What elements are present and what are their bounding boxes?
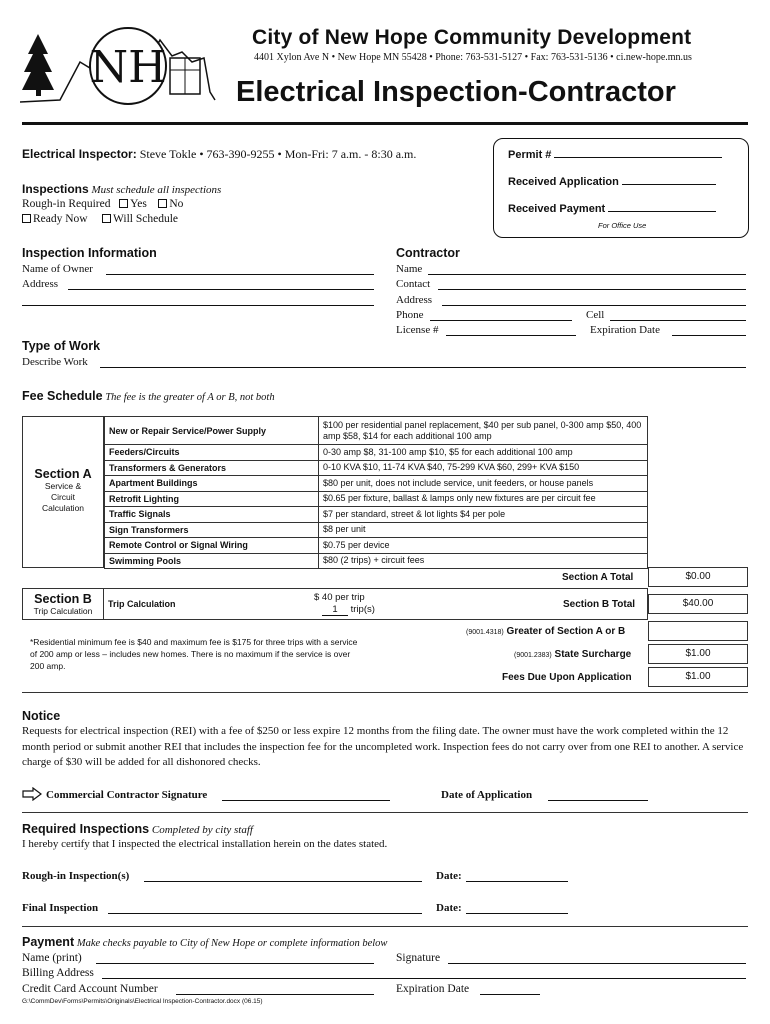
greater-row: (9001.4318) Greater of Section A or B [466, 626, 626, 637]
form-title: Electrical Inspection-Contractor [236, 76, 676, 108]
received-payment-label: Received Payment [508, 202, 716, 215]
org-name: City of New Hope Community Development [252, 26, 692, 49]
arrow-icon [22, 787, 42, 804]
permit-number-field[interactable] [554, 148, 722, 158]
certify-text: I hereby certify that I inspected the electrical installation herein on the dates stated. [22, 838, 388, 850]
final-inspection-field[interactable] [108, 913, 422, 914]
svg-text:NH: NH [89, 42, 167, 93]
ready-now-checkbox[interactable] [22, 214, 31, 223]
fee-row [105, 553, 648, 569]
fee-schedule-heading: Fee Schedule The fee is the greater of A or B, not both [22, 389, 275, 403]
section-b-total-value[interactable]: $40.00 [648, 594, 748, 614]
contractor-name-field[interactable] [428, 274, 746, 275]
received-application-label: Received Application [508, 175, 716, 188]
fee-item: Retrofit Lighting [105, 491, 319, 507]
notice-heading: Notice [22, 709, 61, 723]
contractor-cell-field[interactable] [610, 320, 746, 321]
fees-due-value[interactable]: $1.00 [648, 667, 748, 687]
required-inspections-heading: Required Inspections Completed by city staff [22, 822, 253, 836]
section-b-subtitle: Trip Calculation [33, 606, 93, 616]
section-a-subtitle: Service & Circuit Calculation [41, 481, 85, 513]
section-a-title: Section A [34, 467, 92, 481]
fee-item: Sign Transformers [105, 522, 319, 538]
rough-in-inspection-label: Rough-in Inspection(s) [22, 870, 130, 882]
received-application-field[interactable] [622, 175, 716, 185]
inspector-value: Steve Tokle • 763-390-9255 • Mon-Fri: 7 a.m. - 8:30 a.m. [139, 147, 417, 161]
describe-work-field[interactable] [100, 367, 746, 368]
fee-item: Traffic Signals [105, 507, 319, 523]
contractor-expiration-label: Expiration Date [590, 324, 660, 336]
card-expiration-field[interactable] [480, 994, 540, 995]
address-field[interactable] [68, 289, 374, 290]
payment-signature-field[interactable] [448, 963, 746, 964]
payment-name-field[interactable] [96, 963, 374, 964]
contractor-license-label: License # [396, 324, 439, 336]
fee-description: $0.65 per fixture, ballast & lamps only new fixtures are per circuit fee [319, 491, 648, 507]
date-of-application-label: Date of Application [441, 789, 533, 801]
rough-in-inspection-field[interactable] [144, 881, 422, 882]
residential-note: *Residential minimum fee is $40 and maximum fee is $175 for three trips with a service of 200 amp or less – includes new homes. There is no maximum if the service is over 200 amp. [30, 637, 358, 671]
contractor-address-field[interactable] [442, 305, 746, 306]
fee-description: $8 per unit [319, 522, 648, 538]
fee-description: 0-30 amp $8, 31-100 amp $10, $5 for each additional 100 amp [319, 445, 648, 461]
billing-address-field[interactable] [102, 978, 746, 979]
payment-signature-label: Signature [396, 952, 441, 964]
fee-table [104, 416, 648, 569]
no-checkbox[interactable] [158, 199, 167, 208]
office-use-note: For Office Use [598, 221, 647, 230]
fee-description: $80 (2 trips) + circuit fees [319, 553, 648, 569]
card-expiration-label: Expiration Date [396, 983, 470, 995]
address-label: Address [22, 278, 59, 290]
fee-row [105, 417, 648, 445]
contractor-address-label: Address [396, 294, 433, 306]
date-of-application-field[interactable] [548, 800, 648, 801]
contractor-contact-field[interactable] [438, 289, 746, 290]
schedule-row: Ready Now Will Schedule [22, 213, 178, 225]
org-address: 4401 Xylon Ave N • New Hope MN 55428 • Phone: 763-531-5127 • Fax: 763-531-5136 • ci.new-hope.mn.us [254, 52, 692, 63]
office-use-box [493, 138, 749, 238]
fee-item: Apartment Buildings [105, 476, 319, 492]
fee-item: Remote Control or Signal Wiring [105, 538, 319, 554]
contractor-phone-label: Phone [396, 309, 424, 321]
rough-in-required-row: Rough-in Required Yes No [22, 198, 184, 210]
inspection-info-heading: Inspection Information [22, 246, 157, 260]
notice-text: Requests for electrical inspection (REI) with a fee of $250 or less expire 12 months from the filing date. The owner must have the work completed within the 12 month period or submit another REI that includes the inspection fee for the uncompleted work. Inspection fees do not carry over from one REI to another. A service charge of $30 will be added for all dishonored checks. [22, 725, 744, 768]
contractor-cell-label: Cell [586, 309, 605, 321]
contractor-phone-field[interactable] [430, 320, 572, 321]
received-payment-field[interactable] [608, 202, 716, 212]
section-a-total-value[interactable]: $0.00 [648, 567, 748, 587]
footer-path: G:\CommDev\Forms\Permits\Originals\Electrical Inspection-Contractor.docx (06.15) [22, 998, 263, 1005]
section-a-box [22, 416, 104, 568]
rough-in-date-field[interactable] [466, 881, 568, 882]
contractor-expiration-field[interactable] [672, 335, 746, 336]
contractor-signature-field[interactable] [222, 800, 390, 801]
fee-item: Transformers & Generators [105, 460, 319, 476]
permit-number-label: Permit # [508, 148, 722, 161]
contractor-contact-label: Contact [396, 278, 431, 290]
final-date-label: Date: [436, 902, 462, 914]
fee-row [105, 522, 648, 538]
billing-address-label: Billing Address [22, 967, 94, 979]
section-b-box [22, 588, 104, 620]
fee-description: 0-10 KVA $10, 11-74 KVA $40, 75-299 KVA $60, 299+ KVA $150 [319, 460, 648, 476]
inspector-line [22, 147, 416, 162]
fees-divider [22, 692, 748, 693]
fee-description: $7 per standard, street & lot lights $4 per pole [319, 507, 648, 523]
fee-item: Swimming Pools [105, 553, 319, 569]
fee-description: $0.75 per device [319, 538, 648, 554]
fee-item: Feeders/Circuits [105, 445, 319, 461]
card-number-label: Credit Card Account Number [22, 983, 158, 995]
yes-checkbox[interactable] [119, 199, 128, 208]
address-field-2[interactable] [22, 305, 374, 306]
contractor-heading: Contractor [396, 246, 460, 260]
fee-row [105, 460, 648, 476]
section-b-total-label: Section B Total [563, 599, 636, 610]
greater-value[interactable] [648, 621, 748, 641]
fees-due-label: Fees Due Upon Application [502, 672, 632, 683]
signature-divider [22, 812, 748, 813]
will-schedule-checkbox[interactable] [102, 214, 111, 223]
per-trip-label: $ 40 per trip [314, 592, 365, 603]
trips-line: 1 trip(s) [322, 604, 375, 616]
owner-label: Name of Owner [22, 263, 93, 275]
fee-row [105, 445, 648, 461]
section-b-title: Section B [34, 592, 92, 606]
card-number-field[interactable] [176, 994, 374, 995]
surcharge-row: (9001.2383) State Surcharge [514, 649, 632, 660]
inspector-label: Electrical Inspector: [22, 147, 137, 161]
fee-description: $80 per unit, does not include service, unit feeders, or house panels [319, 476, 648, 492]
contractor-signature-label: Commercial Contractor Signature [46, 789, 208, 801]
final-date-field[interactable] [466, 913, 568, 914]
inspections-divider [22, 926, 748, 927]
describe-work-label: Describe Work [22, 356, 88, 368]
city-logo [20, 22, 220, 108]
fee-row [105, 507, 648, 523]
surcharge-value[interactable]: $1.00 [648, 644, 748, 664]
rough-in-date-label: Date: [436, 870, 462, 882]
payment-heading: Payment Make checks payable to City of New Hope or complete information below [22, 935, 388, 949]
owner-field[interactable] [106, 274, 374, 275]
fee-description: $100 per residential panel replacement, $40 per sub panel, 0-300 amp $50, 400 amp $58, $14 for each additional 100 amp [319, 417, 648, 445]
contractor-name-label: Name [396, 263, 423, 275]
inspections-heading: Inspections Must schedule all inspections [22, 182, 222, 196]
type-of-work-heading: Type of Work [22, 339, 101, 353]
fee-row [105, 476, 648, 492]
fee-row [105, 491, 648, 507]
section-a-total-label: Section A Total [562, 572, 634, 583]
contractor-license-field[interactable] [446, 335, 576, 336]
final-inspection-label: Final Inspection [22, 902, 99, 914]
payment-name-label: Name (print) [22, 952, 82, 964]
trips-count[interactable]: 1 [322, 604, 348, 616]
trip-calculation-label: Trip Calculation [108, 599, 176, 609]
fee-item: New or Repair Service/Power Supply [105, 417, 319, 445]
fee-row [105, 538, 648, 554]
header-rule [22, 122, 748, 125]
